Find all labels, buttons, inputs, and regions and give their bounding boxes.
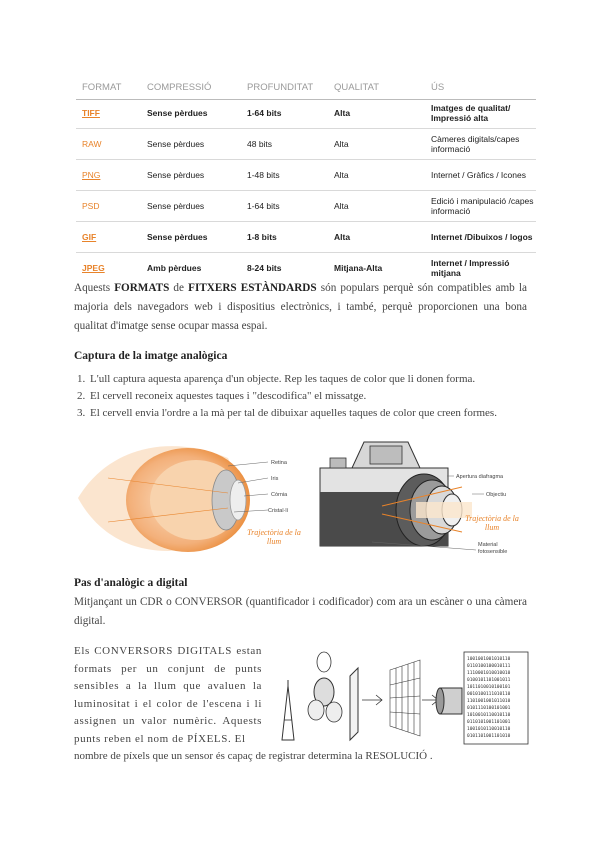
quality-cell: Alta — [334, 108, 351, 118]
compression-cell: Sense pèrdues — [146, 160, 246, 191]
depth-cell: 48 bits — [246, 129, 333, 160]
converter-illustration — [272, 640, 530, 750]
capture-heading: Captura de la imatge analògica — [74, 350, 228, 362]
svg-text:1001010110010110: 1001010110010110 — [467, 727, 511, 732]
header-quality: QUALITAT — [334, 81, 380, 93]
format-cell[interactable]: PNG — [76, 160, 146, 191]
svg-text:0100101101001011: 0100101101001011 — [467, 678, 511, 683]
svg-text:1010010110010110: 1010010110010110 — [467, 713, 511, 718]
quality-cell: Mitjana-Alta — [333, 253, 405, 284]
header-depth: PROFUNDITAT — [247, 81, 314, 93]
format-cell[interactable]: JPEG — [76, 253, 146, 284]
svg-text:0110101001101001: 0110101001101001 — [467, 720, 511, 725]
eye-figure — [78, 438, 301, 560]
table-row — [76, 160, 536, 191]
svg-text:0010100111010110: 0010100111010110 — [467, 692, 511, 697]
use-cell: Internet / Impressió mitjana — [405, 253, 536, 284]
use-cell: Imatges de qualitat/ Impressió alta — [431, 103, 511, 123]
table-row — [76, 191, 536, 222]
svg-text:0101101001101010: 0101101001101010 — [467, 734, 511, 739]
compression-cell: Sense pèrdues — [146, 129, 246, 160]
svg-text:0110100100010111: 0110100100010111 — [467, 664, 511, 669]
compression-cell: Sense pèrdues — [146, 191, 246, 222]
svg-text:1011010010100101: 1011010010100101 — [467, 685, 511, 690]
compression-cell: Sense pèrdues — [146, 222, 246, 253]
svg-text:1101001001011010: 1101001001011010 — [467, 699, 511, 704]
format-cell: PSD — [76, 191, 146, 222]
digital-heading: Pas d'analògic a digital — [74, 577, 188, 589]
formats-table — [76, 76, 536, 283]
format-cell[interactable]: TIFF — [82, 108, 100, 118]
svg-text:0101110100101001: 0101110100101001 — [467, 706, 511, 711]
digital-paragraph: Mitjançant un CDR o CONVERSOR (quantificador i codificador) com ara un escàner o una càmera digital. — [74, 596, 527, 627]
camera-figure — [312, 432, 530, 564]
depth-cell: 1-64 bits — [247, 108, 282, 118]
table-row — [76, 98, 536, 129]
depth-cell: 1-64 bits — [246, 191, 333, 222]
format-cell: RAW — [76, 129, 146, 160]
converter-diagram — [272, 640, 530, 750]
converters-paragraph: Els CONVERSORS DIGITALS estan formats per un conjunt de punts sensibles a la llum que avaluen la luminositat i el color de l'escena i li assignen un valor numèric. Aquests punts reben el nom de PÍXELS. El — [74, 645, 262, 745]
header-divider — [76, 99, 536, 100]
capture-steps — [74, 371, 548, 422]
intro-post: són populars perquè són compatibles amb la majoria dels navegadors web i dispositius electrònics, i també, perquè proporcionen una bona qualitat d'imatge sense ocupar massa espai. — [74, 282, 527, 332]
table-row — [76, 222, 536, 253]
use-cell: Internet / Gràfics / Icones — [405, 160, 536, 191]
camera-label-film: Material fotosensible — [478, 542, 508, 555]
eye-label-retina: Retina — [271, 460, 287, 466]
intro-pre: Aquests — [74, 282, 115, 294]
header-compression: COMPRESSIÓ — [147, 81, 212, 93]
camera-trajectory-label: Trajectòria de la llum — [465, 514, 519, 532]
intro-mid: de — [169, 282, 189, 294]
eye-label-iris: Iris — [271, 476, 279, 482]
capture-step: 1. L'ull captura aquesta aparença d'un objecte. Rep les taques de color que li donen forma. — [88, 371, 548, 388]
compression-cell: Sense pèrdues — [147, 108, 208, 118]
compression-cell: Amb pèrdues — [146, 253, 246, 284]
depth-cell: 1-8 bits — [246, 222, 333, 253]
use-cell: Càmeres digitals/capes informació — [405, 129, 536, 160]
depth-cell: 8-24 bits — [246, 253, 333, 284]
capture-step: 3. El cervell envia l'ordre a la mà per tal de dibuixar aquelles taques de color que creen formes. — [88, 405, 548, 422]
header-use: ÚS — [431, 81, 445, 93]
header-format: FORMAT — [82, 81, 122, 93]
quality-cell: Alta — [333, 222, 405, 253]
intro-formats: FORMATS — [114, 282, 170, 294]
camera-label-aperture: Apertura diafragma — [456, 474, 504, 480]
quality-cell: Alta — [333, 160, 405, 191]
intro-standards: FITXERS ESTÀNDARDS — [188, 282, 317, 294]
depth-cell: 1-48 bits — [246, 160, 333, 191]
quality-cell: Alta — [333, 191, 405, 222]
eye-label-cornea: Còrnia — [271, 492, 288, 498]
eye-trajectory-label: Trajectòria de la llum — [247, 528, 301, 546]
capture-step: 2. El cervell reconeix aquestes taques i "descodifica" el missatge. — [88, 388, 548, 405]
svg-text:1110001010010010: 1110001010010010 — [467, 671, 511, 676]
use-cell: Edició i manipulació /capes informació — [405, 191, 536, 222]
camera-label-lens: Objectiu — [486, 492, 507, 498]
eye-label-lens: Cristal·lí — [268, 508, 289, 514]
use-cell: Internet /Dibuixos / logos — [405, 222, 536, 253]
resolution-line: nombre de píxels que un sensor és capaç de registrar determina la RESOLUCIÓ . — [74, 750, 433, 762]
table-row — [76, 129, 536, 160]
quality-cell: Alta — [333, 129, 405, 160]
svg-text:1001001001010110: 1001001001010110 — [467, 657, 511, 662]
format-cell[interactable]: GIF — [76, 222, 146, 253]
intro-paragraph — [74, 279, 527, 336]
